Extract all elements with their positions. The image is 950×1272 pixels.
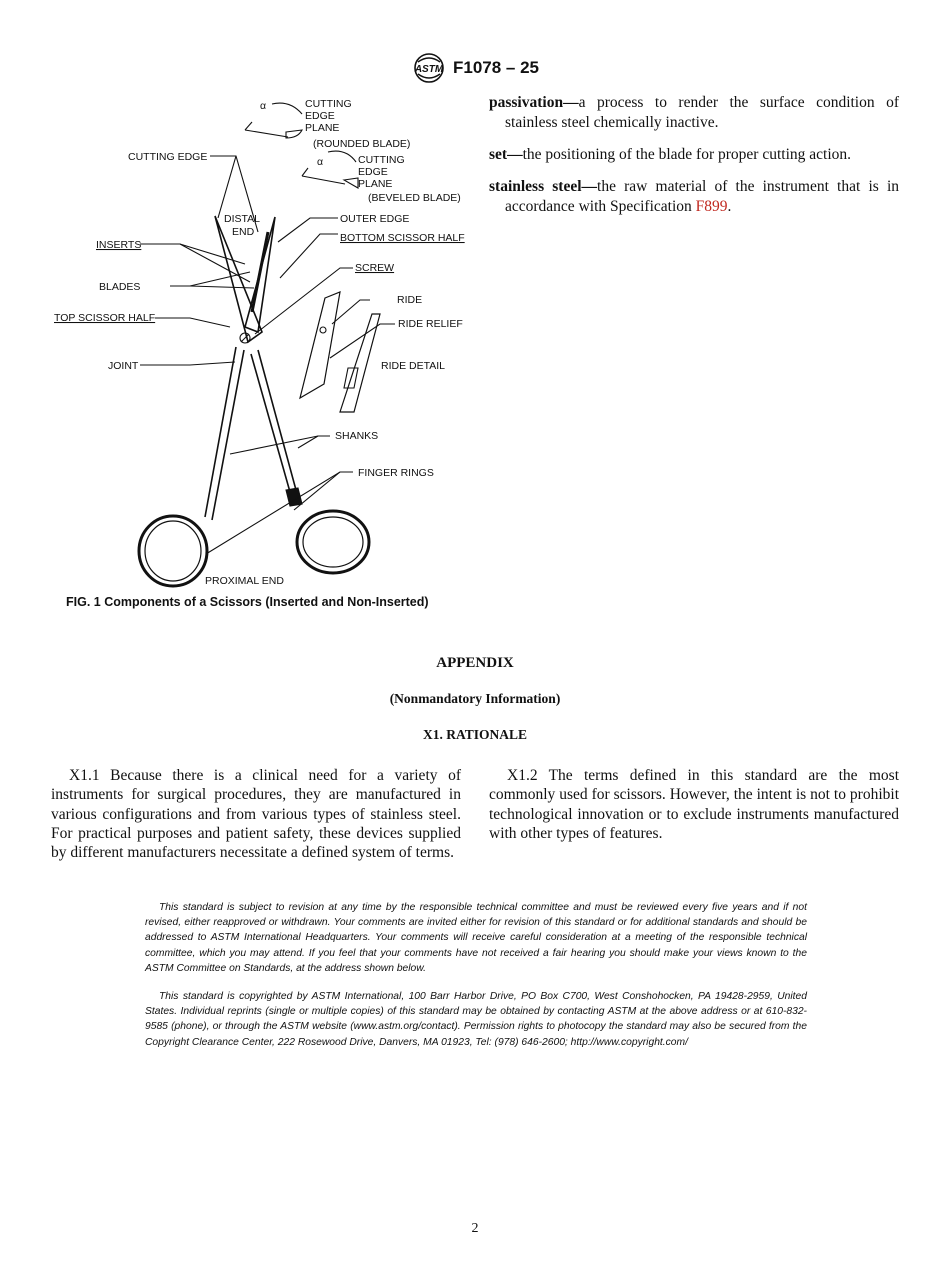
appendix-subtitle: (Nonmandatory Information) [389, 691, 561, 706]
page-header [0, 52, 950, 84]
label-finger-rings: FINGER RINGS [358, 467, 434, 479]
definition-passivation [489, 93, 899, 133]
definition-term: set— [489, 146, 523, 163]
definition-text: a process to render the surface condition of stainless steel chemically inactive. [505, 94, 899, 131]
svg-text:ASTM: ASTM [414, 64, 444, 75]
legal-notice-revision: This standard is subject to revision at any time by the responsible technical committee and must be reviewed every five years and if not revised, either reapproved or withdrawn. Your comments are invited either for revision of this standard or for additional standards and should be addressed to ASTM International Headquarters. Your comments will receive careful consideration at a meeting of the responsible technical committee, which you may attend. If you feel that your comments have not received a fair hearing you should make your views known to the ASTM Committee on Standards, at the address shown below. [145, 902, 807, 974]
label-joint: JOINT [108, 360, 139, 372]
label-ride: RIDE [397, 294, 423, 306]
label-blades: BLADES [99, 281, 141, 293]
paragraph-x1-2: X1.2 The terms defined in this standard are the most commonly used for scissors. However, the intent is not to prohibit technological innovation or to exclude instruments manufactured with other types of features. [489, 767, 899, 842]
specification-link[interactable]: F899 [695, 198, 728, 215]
scissors-figure [40, 92, 480, 592]
label-cutting-edge-plane-beveled-3: PLANE [358, 178, 393, 190]
label-cutting-edge-plane-rounded-1: CUTTING [305, 98, 352, 110]
label-distal-end-1: DISTAL [224, 213, 260, 225]
label-shanks: SHANKS [335, 430, 379, 442]
appendix-title: APPENDIX [436, 655, 514, 671]
legal-notice-copyright: This standard is copyrighted by ASTM International, 100 Barr Harbor Drive, PO Box C700, West Conshohocken, PA 19428-2959, United States. Individual reprints (single or multiple copies) of this standard may be obtained by contacting ASTM at the above address or at 610-832-9585 (phone), or through the ASTM website (www.astm.org/contact). Permission rights to photocopy the standard may also be secured from the Copyright Clearance Center, 222 Rosewood Drive, Danvers, MA 01923, Tel: (978) 646-2600; http://www.copyright.com/ [145, 991, 807, 1048]
document-designation: F1078 – 25 [453, 58, 540, 77]
definition-set [489, 145, 899, 165]
definition-term: passivation— [489, 94, 579, 111]
label-screw: SCREW [355, 262, 395, 274]
label-alpha-1: α [260, 100, 267, 112]
definition-stainless-steel [489, 177, 899, 217]
section-title: X1. RATIONALE [422, 727, 527, 742]
label-bottom-scissor-half: BOTTOM SCISSOR HALF [340, 232, 465, 244]
definitions-list [489, 93, 899, 229]
definition-text: the raw material of the instrument that is in accordance with Specification [505, 178, 899, 215]
label-cutting-edge-plane-rounded-4: (ROUNDED BLADE) [313, 138, 411, 150]
figure-labels [54, 98, 465, 587]
definition-term: stainless steel— [489, 178, 598, 195]
label-distal-end-2: END [232, 226, 255, 238]
label-cutting-edge-plane-beveled-4: (BEVELED BLADE) [368, 192, 461, 204]
figure-caption: FIG. 1 Components of a Scissors (Inserted and Non-Inserted) [66, 595, 429, 609]
label-cutting-edge-plane-rounded-2: EDGE [305, 110, 335, 122]
label-ride-detail: RIDE DETAIL [381, 360, 445, 372]
label-cutting-edge-plane-beveled-2: EDGE [358, 166, 388, 178]
astm-logo-icon [412, 52, 446, 84]
definition-text-end: . [727, 198, 732, 215]
label-cutting-edge-plane-beveled-1: CUTTING [358, 154, 405, 166]
label-cutting-edge: CUTTING EDGE [128, 151, 208, 163]
label-alpha-2: α [317, 156, 324, 168]
label-proximal-end: PROXIMAL END [205, 575, 284, 587]
label-outer-edge: OUTER EDGE [340, 213, 410, 225]
label-inserts: INSERTS [96, 239, 142, 251]
scissors-diagram [40, 92, 480, 592]
label-top-scissor-half: TOP SCISSOR HALF [54, 312, 156, 324]
page-number: 2 [471, 1221, 479, 1236]
definition-text: the positioning of the blade for proper cutting action. [522, 146, 852, 163]
label-ride-relief: RIDE RELIEF [398, 318, 463, 330]
paragraph-x1-1: X1.1 Because there is a clinical need for a variety of instruments for surgical procedures, they are manufactured in various configurations and from various types of stainless steel. For practical purposes and patient safety, these devices supplied by different manufacturers necessitate a defined system of terms. [51, 767, 461, 862]
label-cutting-edge-plane-rounded-3: PLANE [305, 122, 340, 134]
